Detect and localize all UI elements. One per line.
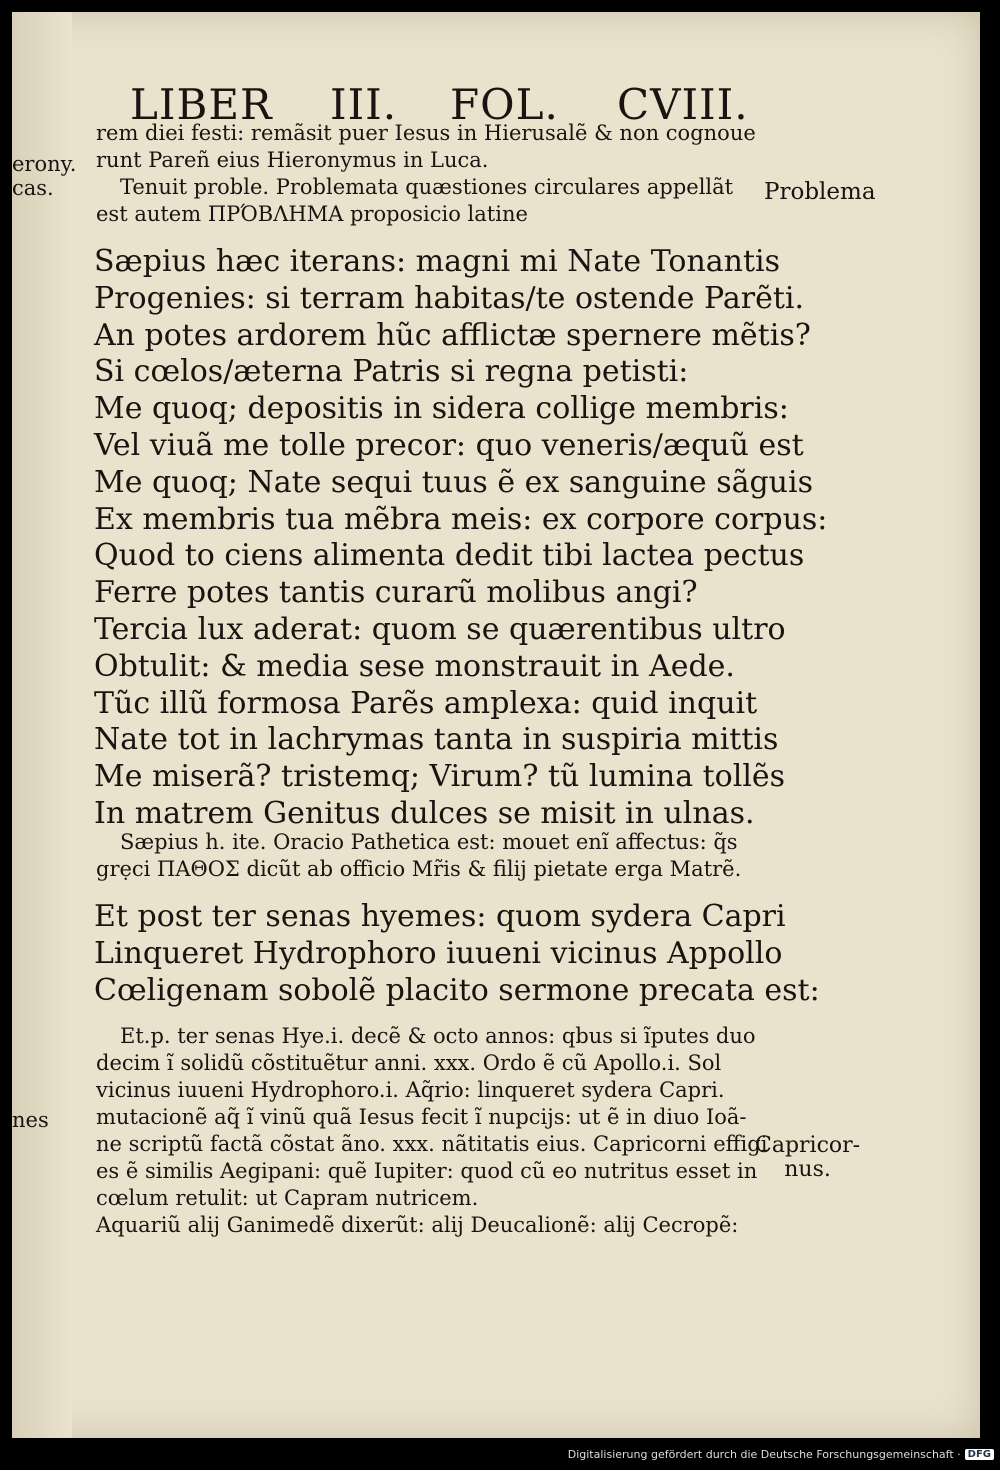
verse-line: Me quoq; Nate sequi tuus ẽ ex sanguine sãguis [94,464,813,500]
commentary-line: decim ĩ solidũ cõstituẽtur anni. xxx. Ordo ẽ cũ Apollo.i. Sol [96,1051,722,1075]
book-page [12,12,980,1438]
commentary-line: grẹci ΠΑΘΟΣ dicũt ab officio Mr̃is & filij pietate erga Matrẽ. [96,857,742,881]
right-marginal-note-problema: Problema [764,179,876,205]
commentary-line: Aquariũ alij Ganimedẽ dixerũt: alij Deucalionẽ: alij Cecropẽ: [96,1213,739,1237]
right-marginal-note-capricornus: Capricor- nus. [755,1133,861,1182]
credit-text: Digitalisierung gefördert durch die Deutsche Forschungsgemeinschaft · [567,1448,961,1461]
verse-line: Tercia lux aderat: quom se quærentibus ultro [94,611,786,647]
commentary-block-2 [96,829,741,883]
commentary-block-1 [96,120,756,228]
commentary-line: vicinus iuueni Hydrophoro.i. Aq̃rio: linqueret sydera Capri. [96,1078,725,1102]
left-marginal-note-2: nes [12,1108,49,1132]
header-book-number: III. [330,80,398,129]
left-marginal-note-1: erony. cas. [12,152,77,200]
verse-block-1 [94,244,827,833]
commentary-line: Tenuit proble. Problemata quæstiones circulares appellãt [120,175,734,199]
dfg-logo: DFG [965,1449,994,1460]
verse-line: An potes ardorem hũc afflictæ spernere mẽtis? [94,317,811,353]
commentary-line: runt Pareñ eius Hieronymus in Luca. [96,148,489,172]
commentary-line: es ẽ similis Aegipani: quẽ Iupiter: quod cũ eo nutritus esset in [96,1159,758,1183]
commentary-line: ne scriptũ factã cõstat ãno. xxx. nãtitatis eius. Capricorni effigi [96,1132,768,1156]
commentary-line: rem diei festi: remãsit puer Iesus in Hierusalẽ & non cognoue [96,121,756,145]
commentary-line: est autem ΠΡΌΒΛΗΜΑ proposicio latine [96,202,528,226]
verse-line: Ferre potes tantis curarũ molibus angi? [94,575,698,611]
verse-line: Quod to ciens alimenta dedit tibi lactea pectus [94,538,805,574]
verse-line: Nate tot in lachrymas tanta in suspiria mittis [94,722,779,758]
header-liber: LIBER [130,80,273,129]
header-folio-number: CVIII. [617,80,749,129]
commentary-block-3 [96,1023,767,1239]
verse-line: Et post ter senas hyemes: quom sydera Capri [94,899,786,934]
verse-line: Vel viuã me tolle precor: quo veneris/æquũ est [94,427,804,463]
verse-line: Ex membris tua mẽbra meis: ex corpore corpus: [94,501,828,537]
commentary-line: Sæpius h. ite. Oracio Pathetica est: mouet enĩ affectus: q̃s [120,830,738,854]
commentary-line: cœlum retulit: ut Capram nutricem. [96,1186,479,1210]
verse-line: Me miserã? tristemq; Virum? tũ lumina tollẽs [94,759,786,795]
verse-line: Me quoq; depositis in sidera collige membris: [94,391,789,427]
verse-block-2 [94,899,820,1009]
verse-line: In matrem Genitus dulces se misit in ulnas. [94,795,755,831]
verse-line: Obtulit: & media sese monstrauit in Aede. [94,648,735,684]
verse-line: Cœligenam sobolẽ placito sermone precata est: [94,972,820,1008]
verse-line: Progenies: si terram habitas/te ostende Parẽti. [94,280,805,316]
commentary-line: Et.p. ter senas Hye.i. decẽ & octo annos: qbus si ĩputes duo [120,1024,756,1048]
verse-line: Tũc illũ formosa Parẽs amplexa: quid inquit [94,685,758,721]
commentary-line: mutacionẽ aq̃ ĩ vinũ quã Iesus fecit ĩ nupcijs: ut ẽ in diuo Ioã- [96,1105,747,1129]
facing-page-edge [12,12,72,1438]
verse-line: Linqueret Hydrophoro iuueni vicinus Appollo [94,935,783,971]
digitization-credit [568,1448,994,1461]
header-fol: FOL. [450,80,559,129]
verse-line: Sæpius hæc iterans: magni mi Nate Tonantis [94,244,781,279]
verse-line: Si cœlos/æterna Patris si regna petisti: [94,354,689,390]
